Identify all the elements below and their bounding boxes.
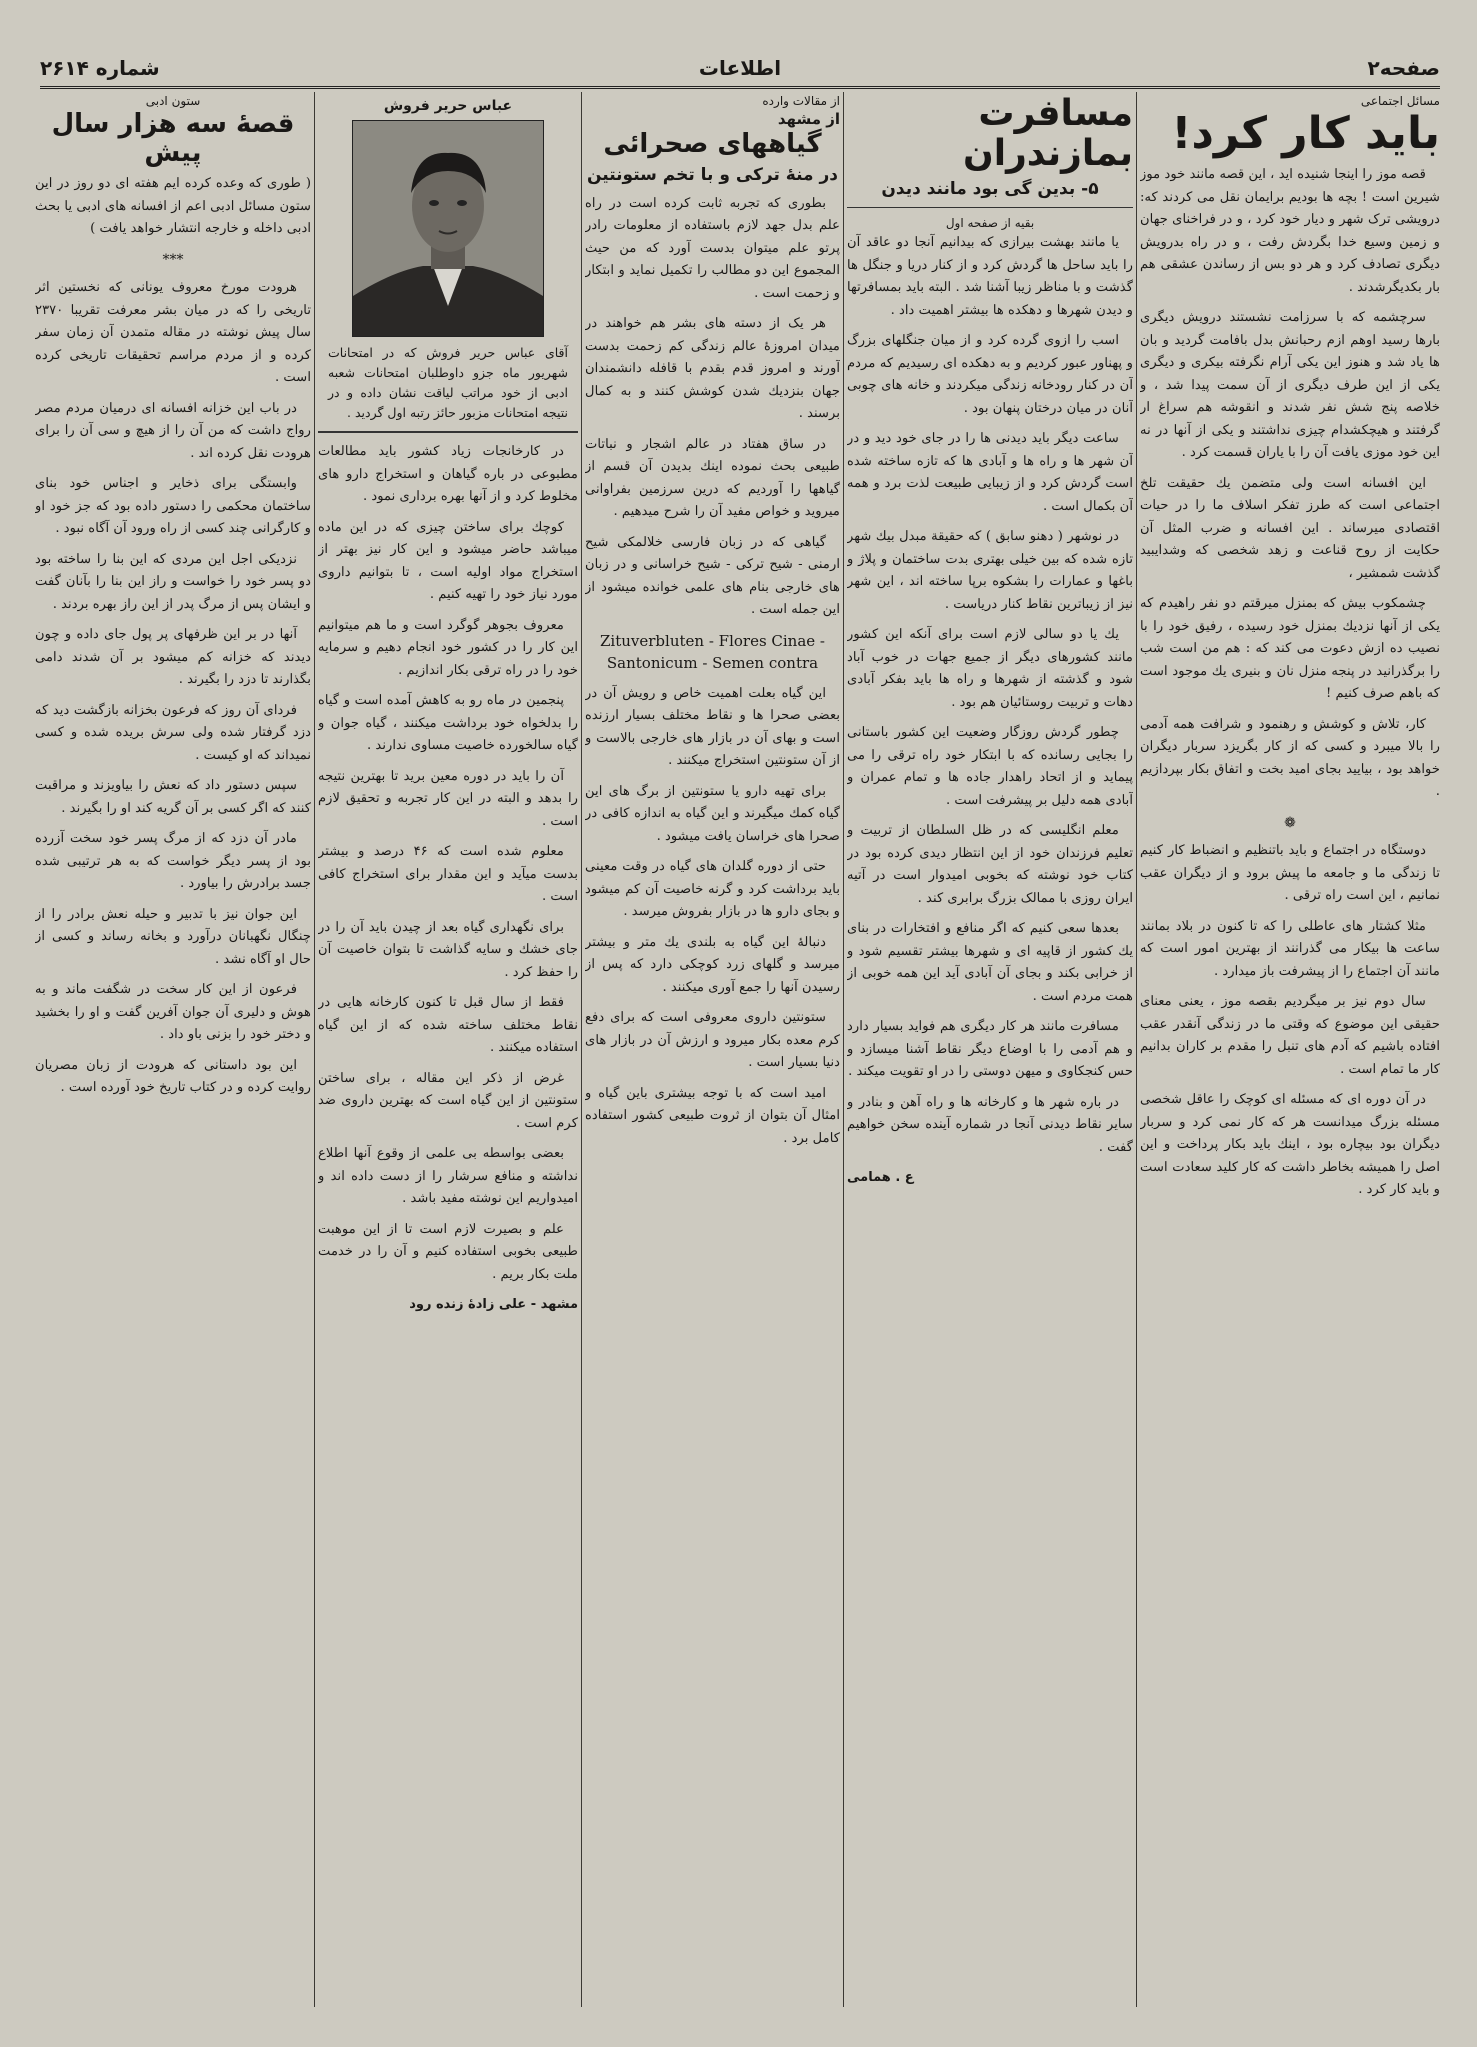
paragraph: این گیاه بعلت اهمیت خاص و رویش آن در بعضی صحرا ها و نقاط مختلف بسیار ارزنده است و بهای آن در بازار های خارجی بالاست و از آن ستونتین استخراج میکنند .	[585, 685, 840, 769]
paragraph: قصه موز را اینجا شنیده اید ، این قصه مانند خود موز شیرین است ! بچه ها بودیم برایمان نقل می کردند که: درویشی ترک شهر و دیار خود کرد ، و در فراخنای جهان و زمین وسیع خدا بگردش رفت ، و در راه بدرویش دیگری تصادف کرد و هر دو بس از رساندن عشقی هم بار بکدیگرشدند .	[1140, 167, 1440, 295]
divider	[847, 207, 1133, 208]
section-kicker: ستون ادبی	[145, 94, 201, 108]
paragraph: در ساق هفتاد در عالم اشجار و نباتات طبیعی بحث نموده اینك بدیدن آن قسم از گیاهها را آوردیم که درین سرزمین بفراوانی میروید و خواص مفید آن را شرح میدهیم .	[585, 436, 840, 520]
paragraph: دوستگاه در اجتماع و باید باتنظیم و انضباط کار کنیم تا زندگی ما و جامعه ما پیش برود و از دیگران عقب نمانیم ، این است راه ترقی .	[1140, 843, 1440, 904]
paragraph: غرض از ذکر این مقاله ، برای ساختن ستونتین از این گیاه است که بهترین داروی ضد کرم است .	[318, 1070, 578, 1131]
paragraph: در باره شهر ها و کارخانه ها و راه آهن و بنادر و سایر نقاط دیدنی آنجا در شماره آینده سخن خواهیم گفت .	[847, 1094, 1133, 1155]
paragraph: هر یک از دسته های بشر هم خواهند در میدان امروزهٔ عالم زندگی کم زحمت بدست آورند و امروز قدم بقدم با قافله دانشمندان جهان بنزدیك شدن کوشش کنند و به کمال برسند .	[585, 316, 840, 422]
paragraph: فقط از سال قبل تا کنون کارخانه هایی در نقاط مختلف ساخته شده که از این گیاه استفاده میکنند .	[318, 995, 578, 1055]
article-subhead: در منهٔ ترکی و با تخم ستونتین	[586, 164, 838, 185]
paragraph: در آن دوره ای که مسئله ای کوچک را عاقل شخصی مسئله بزرگ میدانست هر که کار نمی کرد و سربار دیگران بود بیچاره بود ، اینك باید بکار پرداخت و این اصل را همیشه بخاطر داشت که کار کلید سعادت است و باید کار کرد .	[1140, 1092, 1440, 1198]
photo-caption: آقای عباس حریر فروش که در امتحانات شهریور ماه جزو داوطلبان امتحانات شعبه ادبی از خود مراتب لیاقت نشان داده و در نتیجه امتحانات مزبور حائز رتبه اول گردید .	[328, 345, 568, 420]
paragraph: سپس دستور داد که نعش را بیاویزند و مراقبت کنند که اگر کسی بر آن گریه کند او را بگیرند .	[35, 778, 311, 816]
photo-title: عباس حریر فروش	[383, 98, 513, 114]
column-travel	[847, 92, 1133, 2007]
paragraph: این افسانه است ولی متضمن یك حقیقت تلخ اجتماعی است که طرز تفکر اسلاف ما را در حیات اقتصادی میرساند . این افسانه و ضرب المثل آن حکایت از روح قناعت و زهد شخصی که وشدایبید گذشت شمشیر ،	[1140, 475, 1440, 581]
section-ornament: ***	[162, 251, 184, 268]
paragraph: امید است که با توجه بیشتری باین گیاه و امثال آن بتوان از ثروت طبیعی کشور استفاده کامل برد .	[585, 1085, 840, 1146]
paragraph: چطور گردش روزگار وضعیت این کشور باستانی را بجایی رسانده که با ابتکار خود راه ترقی را می پیماید و از اتحاد راهدار جاده ها و تمام عمران و آبادی همه دلیل بر پیشرفت است .	[847, 725, 1133, 808]
article-body	[847, 232, 1133, 1190]
paragraph: آنها در بر این ظرفهای پر پول جای داده و چون دیدند که خزانه کم میشود بر آن شدند دامی بگذارند تا دزد را بگیرند .	[35, 627, 311, 688]
article-body	[318, 441, 578, 1317]
paragraph: در باب این خزانه افسانه ای درمیان مردم مصر رواج داشت که من آن را از هیچ و سی آن را برای هرودت نقل کرده اند .	[35, 400, 311, 461]
page-number: صفحه۲	[1367, 56, 1440, 80]
article-headline: باید کار کرد!	[1171, 108, 1440, 159]
article-headline: مسافرت بمازندران	[963, 93, 1133, 174]
section-kicker: از مقالات وارده	[762, 94, 840, 108]
paragraph: فرعون از این کار سخت در شگفت ماند و به هوش و دلیری آن جوان آفرین گفت و او را بخشید و دختر خود را بزنی باو داد .	[35, 982, 311, 1043]
paragraph: برای نگهداری گیاه بعد از چیدن باید آن را در جای خشك و سایه گذاشت تا بتوان خاصیت آن را حفظ کرد .	[318, 919, 578, 980]
column-desert-plants	[585, 92, 840, 2007]
author-byline: مشهد - علی زادهٔ زنده رود	[409, 1297, 578, 1312]
portrait-photo	[352, 120, 544, 337]
paragraph: کوچك برای ساختن چیزی که در این ماده میباشد حاضر میشود و این کار نیز بهتر از استخراج مواد اولیه است ، تا بتوانیم داروی مورد نیاز خود را تهیه کنیم .	[318, 519, 578, 602]
column-photo-continuation	[318, 92, 578, 2007]
paragraph: در کارخانجات زیاد کشور باید مطالعات مطبوعی در باره گیاهان و استخراج دارو های مخلوط کرد و از آنها بهره برداری نمود .	[318, 444, 578, 504]
column-social-issues	[1140, 92, 1440, 2007]
article-headline: قصهٔ سه هزار سال پیش	[51, 109, 295, 168]
portrait-block	[328, 98, 568, 423]
author-byline: ع . همامی	[847, 1170, 914, 1186]
article-body	[585, 193, 840, 1151]
section-kicker: مسائل اجتماعی	[1360, 94, 1440, 108]
paragraph: نزدیکی اجل این مردی که این بنا را ساخته بود دو پسر خود را خواست و راز این بنا را بآنان گفت و ایشان پس از مرگ پدر از این راز بهره بردند .	[35, 551, 311, 612]
paragraph: هرودت مورخ معروف یونانی که نخستین اثر تاریخی را که در میان بشر معرفت تقریبا ۲۳۷۰ سال پیش نوشته در مقاله متمدن آن زمان سفر کرده و از مردم مراسم تحقیقات تاریخی کرده است .	[35, 280, 311, 386]
paragraph: سرچشمه که با سرزامت نشستند درویش دیگری بارها رسید اوهم ازم رحبانش بدل بافامت گردید و بان ها یاد شد و هنوز این یکی آرام نگرفته بیکری و دیگری یکی از این طرف دیگری از آن سمت پیدا شد ، و خلاصه پنج شش نفر شدند و انقوشه هم سراغ ار گرفتند و هیچکشدام چیزی نداشتند و یکی از آنها در نه این خود موزی یافت آن را با یاران قسمت کرد .	[1140, 310, 1440, 461]
paragraph: برای تهیه دارو یا ستونتین از برگ های این گیاه کمك میگیرند و این گیاه به اندازه کافی در صحرا های خراسان یافت میشود .	[585, 783, 840, 844]
paragraph: در نوشهر ( دهنو سابق ) که حقیقة مبدل بیك شهر تازه شده که بین خیلی بهتری بدت ساختمان و پلاژ و باغها و عمارات را بشکوه برپا ساخته اند ، این شهر نیز از زیباترین نقاط کنار دریاست .	[847, 529, 1133, 612]
paper-name: اطلاعات	[698, 56, 782, 80]
paragraph: بطوری که تجربه ثابت کرده است در راه علم بدل جهد لازم باستفاده از معلومات رادر پرتو علم میتوان بدست آورد که من حیث المجموع این دو مطالب را تکمیل نماید و ابتکار و زحمت است .	[585, 195, 840, 301]
column-rule	[581, 92, 582, 2007]
paragraph: ستونتین داروی معروفی است که برای دفع کرم معده بکار میرود و ارزش آن در بازار های دنیا بسیار است .	[585, 1010, 840, 1071]
paragraph: بعدها سعی کنیم که اگر منافع و افتخارات در بنای یك کشور از قاپیه ای و شهرها بیشتر تقسیم شود و از خرابی بکند و بجای آن آبادی آید این همه خوبی از همت مردم است .	[847, 921, 1133, 1004]
paragraph: گیاهی که در زبان فارسی خلالمکی شیح ارمنی - شیح ترکی - شیح خراسانی و در زبان های خارجی بنام های علمی خوانده میشود از این جمله است .	[585, 534, 840, 618]
dateline: از مشهد	[777, 110, 840, 128]
paragraph: ساعت دیگر باید دیدنی ها را در جای خود دید و در آن شهر ها و راه ها و آبادی ها که تازه ساخته شده است گردش کرد و از زیبایی طبیعت لذت برد و همه آن بکمال است .	[847, 431, 1133, 514]
masthead	[40, 52, 1440, 89]
paragraph: علم و بصیرت لازم است تا از این موهبت طبیعی بخوبی استفاده کنیم و آن را در خدمت ملت بکار بریم .	[318, 1221, 578, 1282]
paragraph: بعضی بواسطه بی علمی از وقوع آنها اطلاع نداشته و منافع سرشار را از دست داده اند و امیدواریم این نوشته مفید باشد .	[318, 1146, 578, 1206]
paragraph: یا مانند بهشت بیرازی که بیدانیم آنجا دو عاقد آن را باید ساحل ها گردش کرد و از کنار دریا و جنگل ها گذشت و با مناظر زیبا آشنا شد . البته باید بمسافرتها و دیدن شهرها و دهکده ها بیشتر اهمیت داد .	[847, 235, 1133, 318]
divider	[318, 431, 578, 433]
paragraph: معلم انگلیسی که در ظل السلطان از تربیت و تعلیم فرزندان خود از این انتظار دیدی کرده بود در کتاب خود نوشته که بخوبی امیدوار است در آتیه ایران روزی با ممالک بزرگ برابری کند .	[847, 823, 1133, 906]
paragraph: مسافرت مانند هر کار دیگری هم فواید بسیار دارد و هم آدمی را با اوضاع دیگر نقاط آشنا میسازد و حس کنجکاوی و میهن دوستی را در او تقویت میکند .	[847, 1019, 1133, 1080]
paragraph: مادر آن دزد که از مرگ پسر خود سخت آزرده بود از پسر دیگر خواست که به هر ترتیبی شده جسد برادرش را بیاورد .	[35, 831, 311, 892]
portrait-illustration	[353, 121, 543, 336]
paragraph: حتی از دوره گلدان های گیاه در وقت معینی باید برداشت کرد و گرنه خاصیت آن کم میشود و بجای دارو ها در بازار بفروش میرسد .	[585, 859, 840, 920]
column-literary	[35, 92, 311, 2007]
column-rule	[314, 92, 315, 2007]
paragraph: کار، تلاش و کوشش و رهنمود و شرافت همه آدمی را بالا میبرد و کسی که از کار بگریزد سربار دیگران خواهد بود ، بیایید بجای امید بخت و اتفاق بکار بپردازیم .	[1140, 716, 1440, 800]
article-body	[1140, 164, 1440, 1202]
editor-note: ( طوری که وعده کرده ایم هفته ای دو روز در این ستون مسائل ادبی اعم از افسانه های ادبی یا بحث ادبی داخله و خارجه انتشار خواهد یافت )	[35, 176, 311, 237]
paragraph: چشمکوب بیش که بمنزل میرقتم دو نفر راهیدم که یکی از آنها نزدیك بمنزل خود رسیده ، رفیق خود را با نصیب ده ازش دعوت می کند که : هم من است شب را برگذرانید در پنجه منزل نان و بنیری یك موجود است که باهم صرف کنیم !	[1140, 596, 1440, 702]
paragraph: سال دوم نیز بر میگردیم بقصه موز ، یعنی معنای حقیقی این موضوع که وقتی ما در زندگی آنقدر عقب افتاده باشیم که آدم های تنبل را مقدم بر کاران بدانیم کار ما تمام است .	[1140, 994, 1440, 1077]
paragraph: معروف بجوهر گوگرد است و ما هم میتوانیم این کار را در کشور خود انجام دهیم و سرمایه خود را در راه ترقی بکار اندازیم .	[318, 617, 578, 678]
paragraph: وابستگی برای ذخایر و اجناس خود بنای ساختمان محکمی را دستور داده بود که جز خود او و کارگرانی چند کسی از راه ورود آن آگاه نبود .	[35, 476, 311, 537]
issue-number: شماره ۲۶۱۴	[40, 56, 160, 80]
column-rule	[1136, 92, 1137, 2007]
latin-plant-names: Zituverbluten - Flores Cinae - Santonicum - Semen contra	[600, 631, 825, 673]
paragraph: دنبالهٔ این گیاه به بلندی یك متر و بیشتر میرسد و گلهای زرد کوچکی دارد که پس از رسیدن آنها را جمع آوری میکنند .	[585, 934, 840, 995]
paragraph: اسب را ازوی گرده کرد و از میان جنگلهای بزرگ و پهناور عبور کردیم و به دهکده ای رسیدیم که مردم آن در کنار رودخانه زندگی میکردند و خانه های چوبی آنان در میان درختان پنهان بود .	[847, 333, 1133, 416]
article-body	[35, 173, 311, 1100]
paragraph: پنجمین در ماه رو به کاهش آمده است و گیاه را بدلخواه خود برداشت میکنند ، گیاه جوان و گیاه سالخورده خاصیت مساوی ندارند .	[318, 693, 578, 753]
paragraph: مثلا کشتار های عاطلی را که تا کنون در بلاد بمانند ساعت ها بیکار می گذرانند از بهترین امور است که مانند آن اجتماع را از پیشرفت باز میدارد .	[1140, 918, 1440, 979]
section-ornament: ❁	[1284, 814, 1296, 831]
continued-note: بقیه از صفحه اول	[945, 216, 1035, 231]
paragraph: یك یا دو سالی لازم است برای آنکه این کشور مانند کشورهای دیگر از جمیع جهات در خوب آباد شود و گذشته از شهرها و راه ها باید بفکر آبادی دهات و تربیت روستائیان هم بود .	[847, 627, 1133, 710]
paragraph: فردای آن روز که فرعون بخزانه بازگشت دید که دزد گرفتار شده ولی سرش بریده شده و کسی نمیداند که او کیست .	[35, 702, 311, 763]
article-headline: گیاههای صحرائی	[603, 129, 822, 159]
paragraph: معلوم شده است که ۴۶ درصد و بیشتر بدست میآید و این مقدار برای استخراج کافی است .	[318, 844, 578, 904]
paragraph: آن را باید در دوره معین برید تا بهترین نتیجه را بدهد و البته در این کار تجربه و تحقیق لازم است .	[318, 768, 578, 829]
column-rule	[843, 92, 844, 2007]
article-subhead: ۵- بدین گی بود مانند دیدن	[881, 179, 1099, 200]
paragraph: این جوان نیز با تدبیر و حیله نعش برادر را از چنگال نگهبانان درآورد و بخانه رساند و کسی از حال او آگاه نشد .	[35, 906, 311, 967]
paragraph: این بود داستانی که هرودت از زبان مصریان روایت کرده و در کتاب تاریخ خود آورده است .	[35, 1057, 311, 1096]
